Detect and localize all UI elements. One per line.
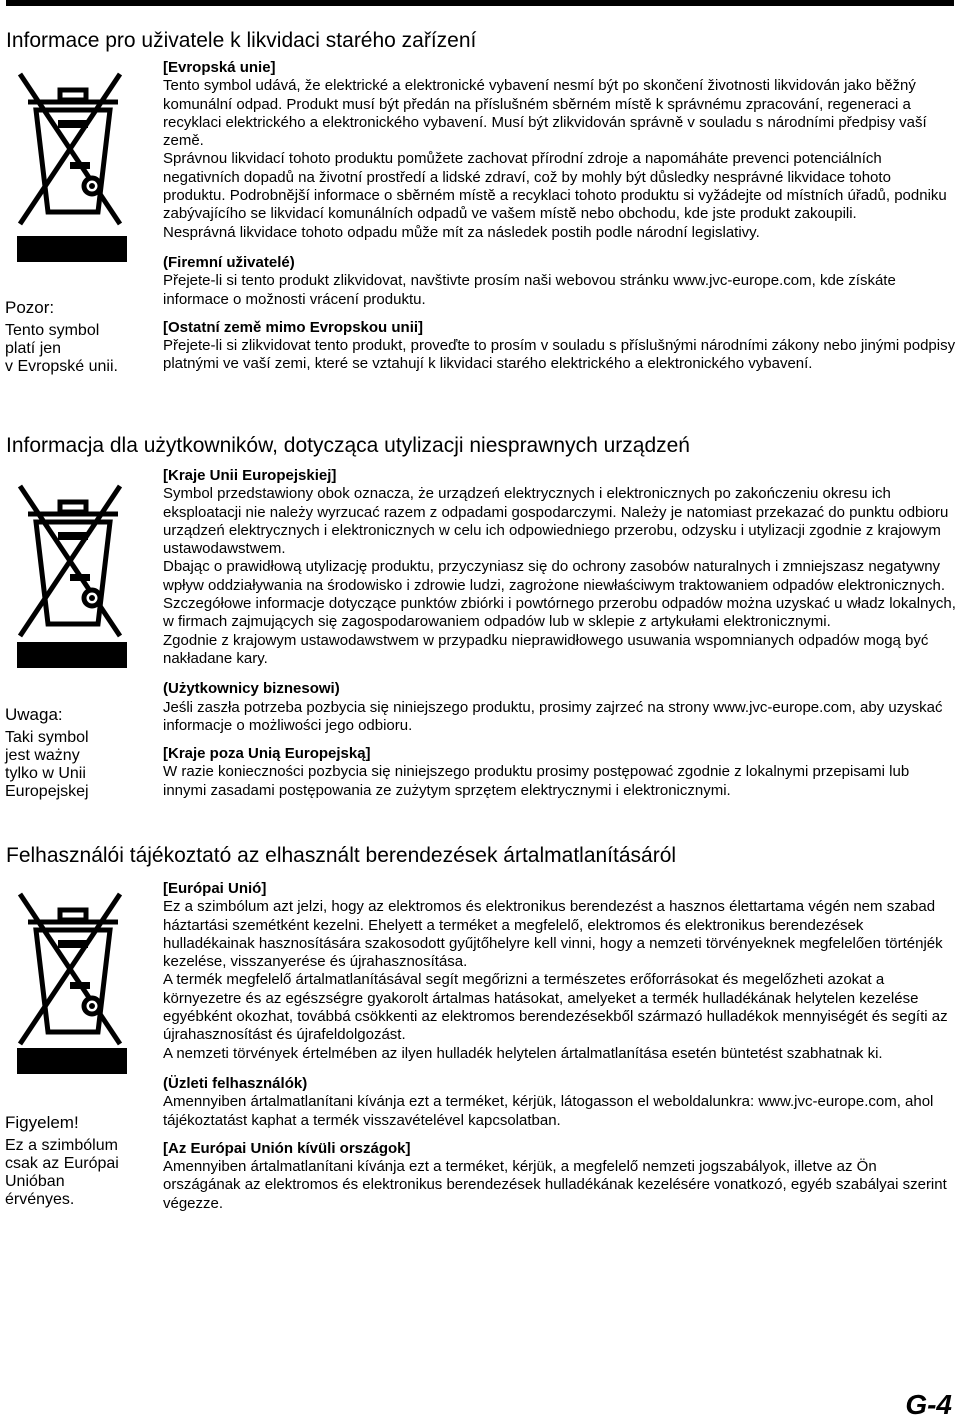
bin-bar <box>17 642 127 668</box>
block-heading: (Użytkownicy biznesowi) <box>163 680 340 698</box>
paragraph: A termék megfelelő ártalmatlanításával segít megőrizni a természetes erőforrásokat és megelőzheti azokat a környezetre és az egészségre gyakorolt ártalmas hatásokat, amelyeket a termék hulladékának helytelen kezelése egyébként okozhat, továbbá csökkenti az elektromos berendezésekből származó hulladékok mennyiségét és segíti az újrahasznosítást és újrafeldolgozást. <box>163 971 948 1044</box>
content-block <box>163 319 956 374</box>
crossed-out-bin-icon <box>8 882 128 1052</box>
block-heading: (Üzleti felhasználók) <box>163 1074 308 1092</box>
bin-bar <box>17 1048 127 1074</box>
content-block <box>163 1140 956 1213</box>
note-line: csak az Európai <box>5 1155 119 1172</box>
note-line: platí jen <box>5 340 62 357</box>
block-heading: [Ostatní země mimo Evropskou unii] <box>163 318 424 336</box>
content-block <box>163 880 956 1063</box>
content-block <box>163 59 956 242</box>
crossed-out-bin-icon <box>8 474 128 644</box>
paragraph: A nemzeti törvények értelmében az ilyen hulladék helytelen ártalmatlanítása esetén büntetést szabhatnak ki. <box>163 1044 883 1062</box>
crossed-out-bin-icon <box>8 62 128 232</box>
section-title: Felhasználói tájékoztató az elhasznált berendezések ártalmatlanításáról <box>6 844 677 867</box>
note-line: Unióban <box>5 1173 65 1190</box>
section-content <box>163 59 956 374</box>
note-line: Ez a szimbólum <box>5 1137 118 1154</box>
paragraph: Přejete-li si zlikvidovat tento produkt, proveďte to prosím v souladu s příslušnými národními zákony nebo jinými podpisy platnými ve vaší zemi, které se vztahují k likvidaci starého elektrického a elektronického vybavení. <box>163 337 956 373</box>
page-number: G-4 <box>905 1389 952 1420</box>
paragraph: Amennyiben ártalmatlanítani kívánja ezt a terméket, kérjük, látogasson el weboldalunkra: www.jvc-europe.com, ahol tájékoztatást kaphat a termék visszavételével kapcsolatban. <box>163 1093 934 1129</box>
paragraph: W razie konieczności pozbycia się niniejszego produktu prosimy postępować zgodnie z lokalnymi przepisami lub innymi zasadami postępowania ze zużytym sprzętem elektrycznymi i elektronicznymi. <box>163 763 910 799</box>
block-heading: (Firemní uživatelé) <box>163 253 295 271</box>
note <box>5 1114 150 1209</box>
section-content <box>163 467 956 800</box>
note-line: Taki symbol <box>5 729 89 746</box>
top-rule <box>6 0 954 6</box>
note-line: v Evropské unii. <box>5 358 118 375</box>
block-heading: [Kraje Unii Europejskiej] <box>163 467 337 484</box>
note-line: Europejskej <box>5 783 89 800</box>
note-title: Figyelem! <box>5 1113 79 1132</box>
note-title: Uwaga: <box>5 705 63 724</box>
block-heading: [Az Európai Unión kívüli országok] <box>163 1139 411 1157</box>
content-block <box>163 254 956 309</box>
content-block <box>163 680 956 735</box>
note-line: tylko w Unii <box>5 765 86 782</box>
paragraph: Dbając o prawidłową utylizację produktu, przyczyniasz się do ochrony zasobów naturalnych i zmniejszasz negatywny wpływ oddziaływania na środowisko i zdrowie ludzi, zagrożone niewłaściwym traktowaniem odpadów elektronicznych. Szczegółowe informacje dotyczące punktów zbiórki i powtórnego przerobu odpadów można uzyskać u władz lokalnych, w firmach zajmujących się zagospodarowaniem odpadów lub w sklepie z artykułami elektronicznymi. <box>163 558 956 631</box>
paragraph: Správnou likvidací tohoto produktu pomůžete zachovat přírodní zdroje a napomáháte prevenci potenciálních negativních dopadů na životní prostředí a lidské zdraví, což by mohly být důsledky nesprávné likvidace tohoto produktu. Podrobnější informace o sběrném místě a recyklaci tohoto produktu si vyžádejte od místních úřadů, podniku zabývajícího se likvidací komunálních odpadů ve vašem místě nebo obchodu, kde jste produkt zakoupili. <box>163 150 947 223</box>
section-title: Informace pro uživatele k likvidaci starého zařízení <box>6 29 477 52</box>
paragraph: Tento symbol udává, že elektrické a elektronické vybavení nesmí být po skončení životnosti likvidován jako běžný komunální odpad. Produkt musí být předán na příslušném sběrném místě k správnému zpracování, regeneraci a recyklaci elektrického a elektronického vybavení. Musí být zlikvidován správně v souladu s národními předpisy vaší země. <box>163 77 927 150</box>
note <box>5 706 150 801</box>
content-block <box>163 745 956 800</box>
paragraph: Jeśli zaszła potrzeba pozbycia się niniejszego produktu, prosimy zajrzeć na strony www.jvc-europe.com, aby uzyskać informacje o możliwości jego odbioru. <box>163 698 943 734</box>
content-block <box>163 1075 956 1130</box>
block-heading: [Kraje poza Unią Europejską] <box>163 745 371 763</box>
note-title: Pozor: <box>5 298 55 317</box>
content-block <box>163 467 956 668</box>
note-line: érvényes. <box>5 1191 75 1208</box>
block-heading: [Európai Unió] <box>163 880 267 897</box>
paragraph: Zgodnie z krajowym ustawodawstwem w przypadku nieprawidłowego usuwania wspomnianych odpadów mogą być nakładane kary. <box>163 631 929 667</box>
note-line: Tento symbol <box>5 322 100 339</box>
paragraph: Amennyiben ártalmatlanítani kívánja ezt a terméket, kérjük, a megfelelő nemzeti jogszabályok, illetve az Ön országának az elektromos és elektronikus berendezések hulladékának kezelésére vonatkozó, egyéb szabályai szerint végezze. <box>163 1158 947 1212</box>
paragraph: Ez a szimbólum azt jelzi, hogy az elektromos és elektronikus berendezést a hasznos élettartama végén nem szabad háztartási szemétként kezelni. Ehelyett a terméket a megfelelő, elektromos és elektronikus berendezések hulladékainak hasznosítására szakosodott gyűjtőhelyre kell vinni, hogy a nemzeti törvényeknek megfelelően történjék kezelése, visszanyerése és újrahasznosítása. <box>163 898 943 971</box>
section-title: Informacja dla użytkowników, dotycząca utylizacji niesprawnych urządzeń <box>6 434 690 457</box>
block-heading: [Evropská unie] <box>163 59 276 76</box>
paragraph: Symbol przedstawiony obok oznacza, że urządzeń elektrycznych i elektronicznych po zakończeniu okresu ich eksploatacji nie należy wyrzucać razem z odpadami gospodarczymi. Należy je natomiast przekazać do punktu odbioru urządzeń elektrycznych i elektronicznych w celu ich odpowiedniego przerobu, odzysku i utylizacji zgodnie z krajowym ustawodawstwem. <box>163 485 949 558</box>
section-content <box>163 880 956 1213</box>
note <box>5 299 150 376</box>
paragraph: Nesprávná likvidace tohoto odpadu může mít za následek postih podle národní legislativy. <box>163 223 760 241</box>
paragraph: Přejete-li si tento produkt zlikvidovat, navštivte prosím naši webovou stránku www.jvc-europe.com, kde získáte informace o možnosti vrácení produktu. <box>163 272 896 308</box>
note-line: jest ważny <box>5 747 80 764</box>
bin-bar <box>17 236 127 262</box>
